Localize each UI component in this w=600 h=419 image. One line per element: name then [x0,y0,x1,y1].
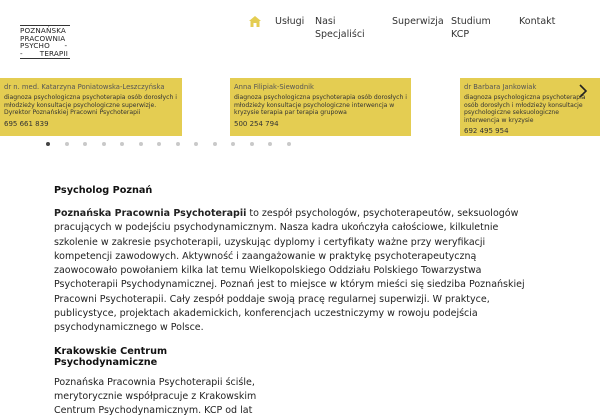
carousel-dot[interactable] [46,142,50,146]
nav-item-uslugi[interactable]: Usługi [275,16,305,27]
specialist-description: diagnoza psychologiczna psychoterapia osób dorosłych i młodzieży konsultacje psychologiczne seksuologiczne interwencja w kryzysie [464,94,586,124]
intro-bold: Poznańska Pracownia Psychoterapii [54,208,247,219]
chevron-right-icon[interactable] [576,84,590,98]
carousel-dot[interactable] [194,142,198,146]
main-nav [245,8,600,68]
nav-item-superwizja[interactable]: Superwizja [392,16,444,27]
section-paragraph: Poznańska Pracownia Psychoterapii ściśle, merytorycznie współpracuje z Krakowskim Centrum Psychodynamicznym. KCP od lat [54,376,257,417]
carousel-dot[interactable] [83,142,87,146]
carousel-dot[interactable] [176,142,180,146]
specialist-card[interactable] [230,78,411,136]
specialist-phone: 692 495 954 [464,127,509,136]
page-heading: Psycholog Poznań [54,185,153,196]
carousel-dot[interactable] [65,142,69,146]
main-content [54,185,534,419]
carousel-dot[interactable] [120,142,124,146]
section-heading: Krakowskie Centrum Psychodynamiczne [54,345,168,369]
specialist-phone: 695 661 839 [4,119,49,128]
logo-line: POZNAŃSKA [20,26,67,35]
carousel-dot[interactable] [268,142,272,146]
carousel-dot[interactable] [231,142,235,146]
logo-line: PSYCHO - [20,41,68,51]
intro-text: to zespół psychologów, psychoterapeutów, seksuologów pracujących w podejściu psychodynamicznym. Nasza kadra ukończyła całościowe, kilkuletnie szkolenie w zakresie psychoterapii, uzyskując dyplomy i certyfikaty ważne przy weryfikacji kompetencji zawodowych. Aktywność i zaangażowanie w praktykę psychoterapeutyczną zaowocowało powołaniem kilka lat temu Wielkopolskiego Oddziału Polskiego Towarzystwa Psychoterapii Psychodynamicznej. Poznań jest to miejsce w którym mieści się siedziba Poznańskiej Pracowni Psychoterapii. Cały zespół poddaje swoją pracę regularnej superwizji. W praktyce, publicystyce, projektach akademickich, konferencjach uczestniczymy w rowoju podejścia psychodynamicznego w Polsce. [54,208,525,334]
specialist-name: dr Barbara Jankowiak [464,83,537,91]
specialist-description: diagnoza psychologiczna psychoterapia osób dorosłych i młodzieży konsultacje psychologiczne superwizje. Dyrektor Poznańskiej Pracowni Psychoterapii [4,94,177,117]
specialists-carousel [0,78,600,136]
carousel-dot[interactable] [139,142,143,146]
logo-line: - TERAPII [20,48,68,58]
carousel-dot[interactable] [213,142,217,146]
intro-paragraph [54,207,534,336]
carousel-dot[interactable] [250,142,254,146]
home-icon[interactable] [249,16,261,27]
specialist-phone: 500 254 794 [234,119,279,128]
specialist-description: diagnoza psychologiczna psychoterapia osób dorosłych i młodzieży konsultacje psychologiczne interwencja w kryzysie terapia par terapia grupowa [234,94,407,117]
site-logo[interactable] [20,25,70,59]
specialist-name: dr n. med. Katarzyna Poniatowska-Leszczyńska [4,83,165,91]
carousel-pagination [42,140,342,150]
nav-item-specjalisci[interactable]: Nasi Specjaliści [315,16,365,40]
logo-line: PRACOWNIA [20,33,66,43]
carousel-dot[interactable] [157,142,161,146]
carousel-dot[interactable] [287,142,291,146]
specialist-card[interactable] [0,78,182,136]
specialist-name: Anna Filipiak-Siewodnik [234,83,314,91]
nav-item-studium-kcp[interactable]: Studium KCP [451,16,491,40]
carousel-dot[interactable] [102,142,106,146]
nav-item-kontakt[interactable]: Kontakt [519,16,556,27]
